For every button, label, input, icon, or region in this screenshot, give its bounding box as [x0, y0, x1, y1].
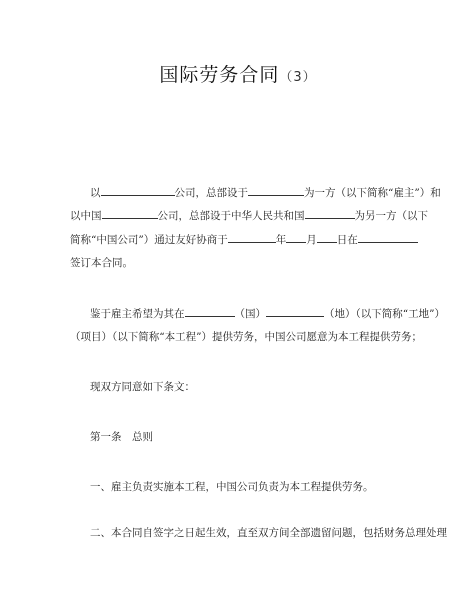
blank-field	[248, 185, 304, 196]
text-segment: 鉴于雇主希望为其在	[90, 308, 185, 320]
blank-field	[266, 306, 324, 317]
text-segment: 公司，总部设于中华人民共和国	[157, 210, 305, 222]
clause1: 一、雇主负责实施本工程，中国公司负责为本工程提供劳务。	[90, 481, 374, 493]
document-title	[0, 60, 476, 87]
text-segment: 为一方（以下简称“雇主”）和	[304, 187, 441, 199]
paragraph1-line4: 签订本合同。	[70, 257, 133, 269]
paragraph1-line2	[70, 208, 428, 223]
blank-field	[101, 185, 175, 196]
text-segment: （地）（以下简称“工地”）	[324, 308, 445, 320]
text-segment: 以中国	[70, 210, 102, 222]
blank-field	[228, 232, 276, 243]
blank-field	[286, 232, 306, 243]
text-segment: （国）	[234, 308, 266, 320]
text-segment: 公司，总部设于	[174, 187, 248, 199]
text-segment: 以	[90, 187, 101, 199]
text-segment: 为另一方（以下	[354, 210, 428, 222]
text-segment: 日在	[336, 234, 358, 246]
blank-field	[317, 232, 337, 243]
paragraph1-line3	[70, 232, 410, 247]
blank-field	[102, 208, 158, 219]
paragraph2-line1	[90, 306, 445, 321]
text-segment: 简称“中国公司”）通过友好协商于	[70, 234, 228, 246]
paragraph1-line1	[90, 185, 441, 200]
title-number: （3）	[279, 70, 317, 85]
blank-field	[358, 232, 418, 243]
blank-field	[305, 208, 355, 219]
article1-heading: 第一条 总则	[90, 431, 153, 443]
paragraph2-line2: （项目）（以下简称“本工程”）提供劳务，中国公司愿意为本工程提供劳务；	[70, 331, 422, 343]
blank-field	[185, 306, 235, 317]
paragraph3: 现双方同意如下条文：	[90, 381, 195, 393]
text-segment: 年	[275, 234, 287, 246]
clause2: 二、本合同自签字之日起生效，直至双方间全部遗留问题，包括财务总理处理	[90, 527, 447, 539]
title-text: 国际劳务合同	[159, 64, 280, 86]
text-segment: 月	[306, 234, 317, 246]
